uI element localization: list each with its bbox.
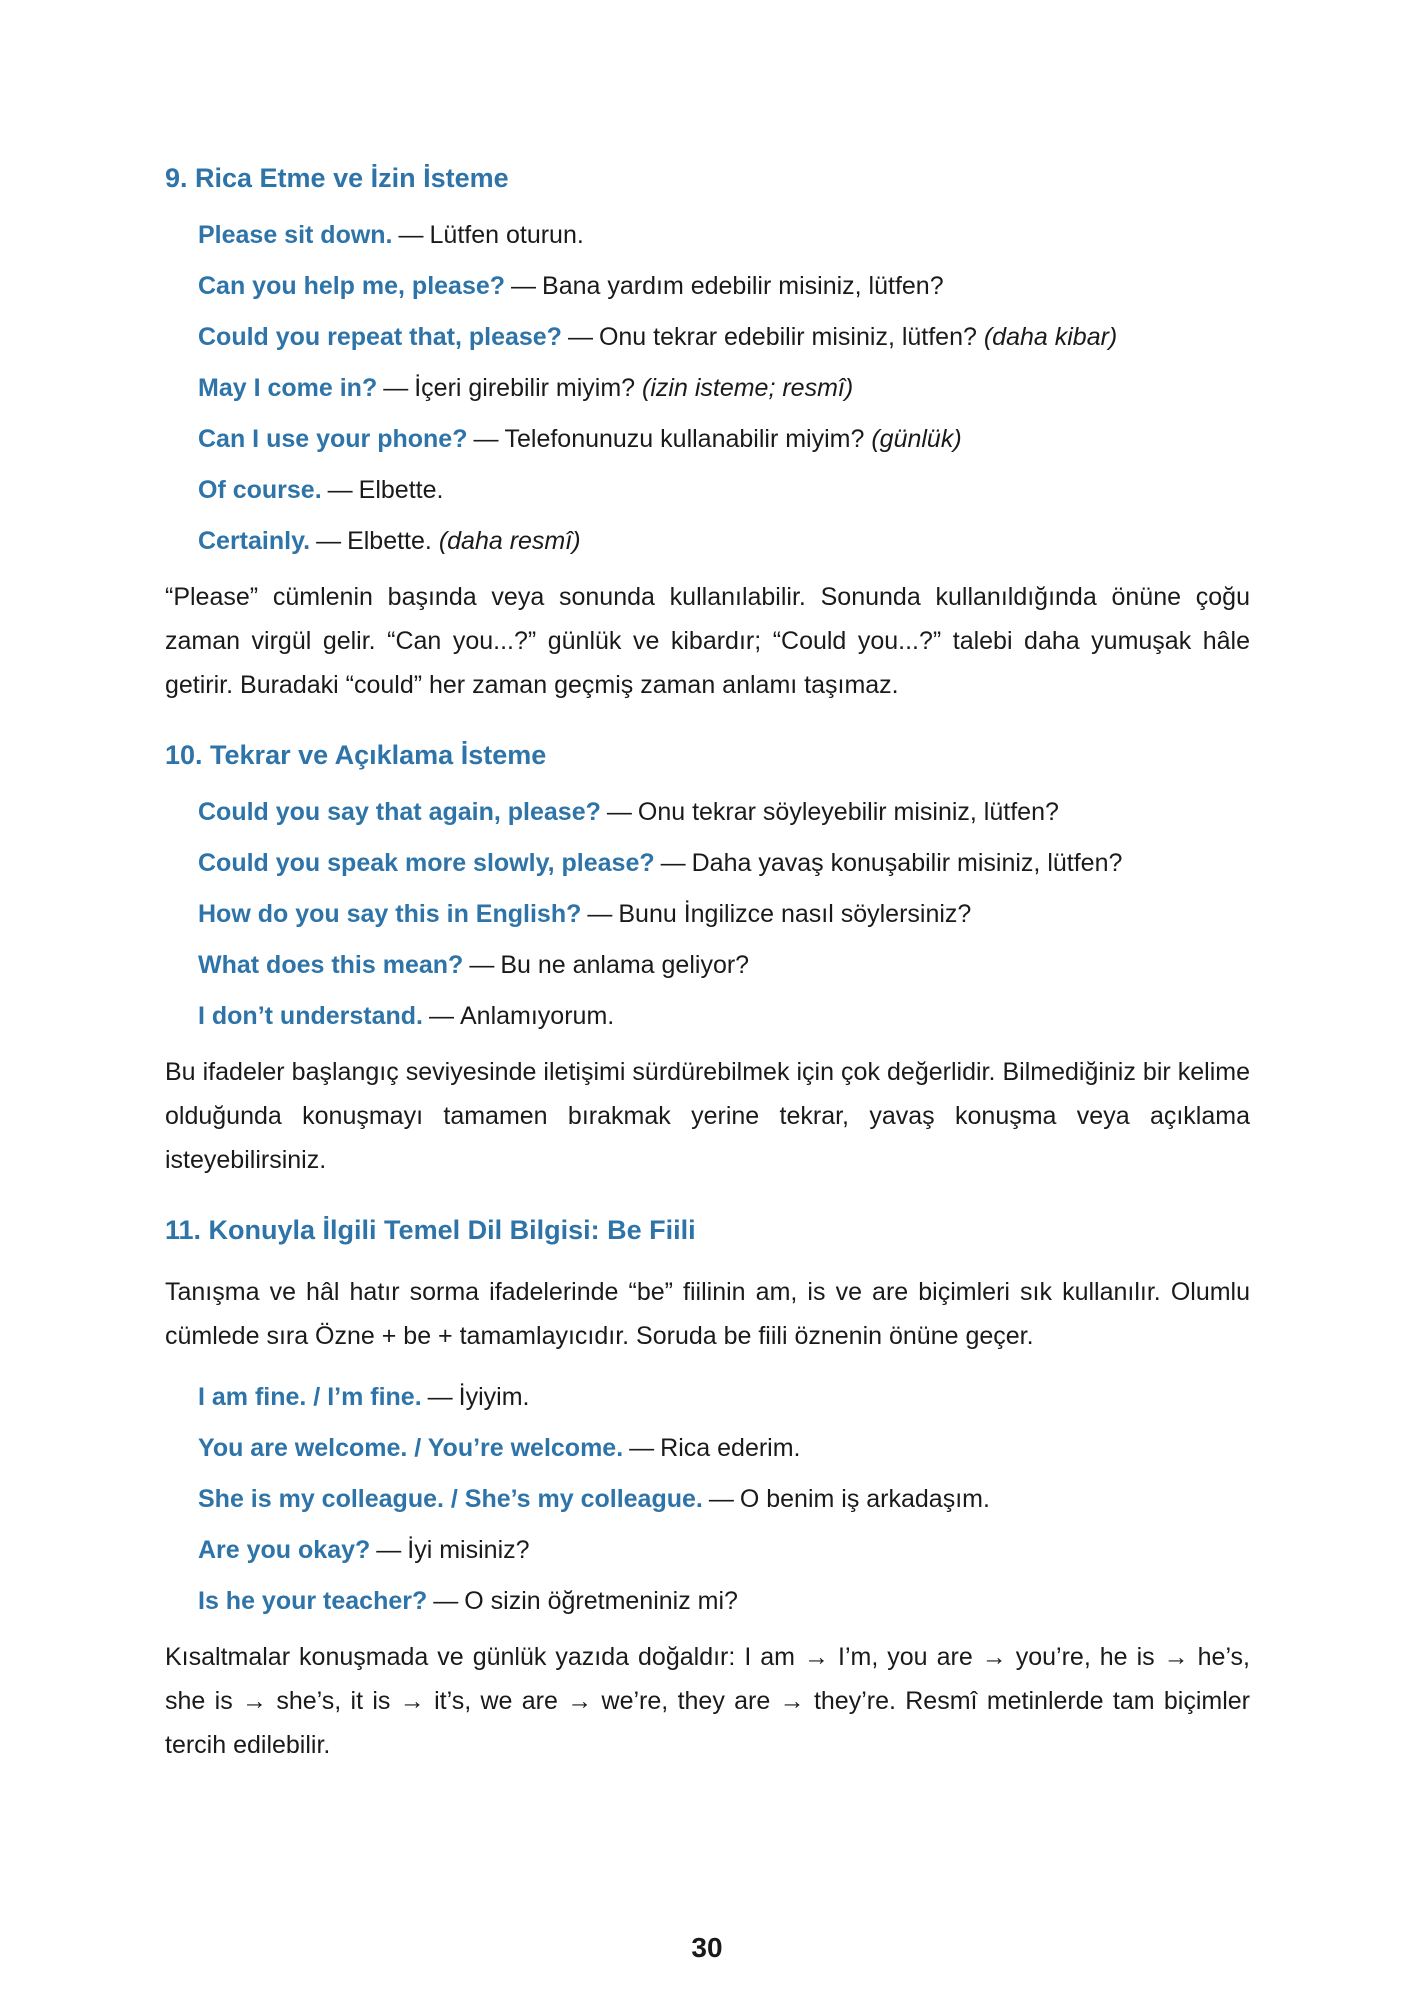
example-item: You are welcome. / You’re welcome. — Rica ederim. (198, 1434, 801, 1462)
english-phrase: What does this mean? (198, 951, 464, 979)
english-phrase: Can you help me, please? (198, 272, 506, 300)
turkish-translation: Rica ederim. (660, 1434, 801, 1462)
english-phrase: I don’t understand. (198, 1002, 423, 1030)
english-phrase: You are welcome. / You’re welcome. (198, 1434, 624, 1462)
english-phrase: May I come in? (198, 374, 378, 402)
turkish-translation: Telefonunuzu kullanabilir miyim? (504, 425, 865, 453)
english-phrase: Is he your teacher? (198, 1587, 428, 1615)
turkish-translation: İçeri girebilir miyim? (414, 374, 636, 402)
example-item: Could you repeat that, please? — Onu tekrar edebilir misiniz, lütfen? (daha kibar) (198, 323, 1118, 351)
example-item: Certainly. — Elbette. (daha resmî) (198, 527, 581, 555)
turkish-translation: Elbette. (358, 476, 444, 504)
turkish-translation: İyiyim. (458, 1383, 530, 1411)
english-phrase: Please sit down. (198, 221, 393, 249)
english-phrase: Could you speak more slowly, please? (198, 849, 655, 877)
example-item: How do you say this in English? — Bunu İngilizce nasıl söylersiniz? (198, 900, 972, 928)
example-item: Of course. — Elbette. (198, 476, 444, 504)
example-item: Please sit down. — Lütfen oturun. (198, 221, 584, 249)
english-phrase: Could you repeat that, please? (198, 323, 562, 351)
section-9 (165, 160, 1250, 707)
turkish-translation: O sizin öğretmeniniz mi? (464, 1587, 738, 1615)
example-list (198, 1380, 1250, 1618)
usage-note: (daha resmî) (438, 527, 581, 555)
explanation-paragraph: Bu ifadeler başlangıç seviyesinde iletişimi sürdürebilmek için çok değerlidir. Bilmediğiniz bir kelime olduğunda konuşmayı tamamen bırakmak yerine tekrar, yavaş konuşma veya açıklama isteyebilirsiniz. (165, 1058, 1250, 1174)
turkish-translation: Anlamıyorum. (460, 1002, 615, 1030)
section-title: 9. Rica Etme ve İzin İsteme (165, 163, 509, 193)
turkish-translation: Bana yardım edebilir misiniz, lütfen? (542, 272, 944, 300)
example-list (198, 218, 1250, 558)
example-item: I am fine. / I’m fine. — İyiyim. (198, 1383, 530, 1411)
turkish-translation: Daha yavaş konuşabilir misiniz, lütfen? (691, 849, 1123, 877)
section-11 (165, 1212, 1250, 1767)
usage-note: (izin isteme; resmî) (642, 374, 854, 402)
example-item: Is he your teacher? — O sizin öğretmeniniz mi? (198, 1587, 738, 1615)
english-phrase: Could you say that again, please? (198, 798, 601, 826)
example-item: Can you help me, please? — Bana yardım edebilir misiniz, lütfen? (198, 272, 944, 300)
page-content (165, 160, 1250, 1797)
example-item: She is my colleague. / She’s my colleague. — O benim iş arkadaşım. (198, 1485, 990, 1513)
usage-note: (daha kibar) (983, 323, 1118, 351)
english-phrase: Can I use your phone? (198, 425, 468, 453)
turkish-translation: Bunu İngilizce nasıl söylersiniz? (618, 900, 972, 928)
turkish-translation: Onu tekrar edebilir misiniz, lütfen? (598, 323, 977, 351)
example-item: I don’t understand. — Anlamıyorum. (198, 1002, 615, 1030)
english-phrase: Are you okay? (198, 1536, 371, 1564)
turkish-translation: İyi misiniz? (407, 1536, 530, 1564)
turkish-translation: Onu tekrar söyleyebilir misiniz, lütfen? (637, 798, 1059, 826)
turkish-translation: Elbette. (347, 527, 432, 555)
section-10 (165, 737, 1250, 1182)
usage-note: (günlük) (871, 425, 962, 453)
section-title: 10. Tekrar ve Açıklama İsteme (165, 740, 547, 770)
section-title: 11. Konuyla İlgili Temel Dil Bilgisi: Be Fiili (165, 1215, 696, 1245)
page-number: 30 (691, 1932, 723, 1963)
turkish-translation: O benim iş arkadaşım. (739, 1485, 990, 1513)
example-list (198, 795, 1250, 1033)
explanation-paragraph: Kısaltmalar konuşmada ve günlük yazıda doğaldır: I am → I’m, you are → you’re, he is → he’s, she is → she’s, it is → it’s, we are → we’re, they are → they’re. Resmî metinlerde tam biçimler tercih edilebilir. (165, 1643, 1250, 1759)
english-phrase: She is my colleague. / She’s my colleague. (198, 1485, 703, 1513)
turkish-translation: Lütfen oturun. (429, 221, 584, 249)
english-phrase: Certainly. (198, 527, 311, 555)
english-phrase: How do you say this in English? (198, 900, 582, 928)
example-item: Are you okay? — İyi misiniz? (198, 1536, 530, 1564)
turkish-translation: Bu ne anlama geliyor? (500, 951, 750, 979)
example-item: What does this mean? — Bu ne anlama geliyor? (198, 951, 750, 979)
example-item: May I come in? — İçeri girebilir miyim? (izin isteme; resmî) (198, 374, 854, 402)
example-item: Could you say that again, please? — Onu tekrar söyleyebilir misiniz, lütfen? (198, 798, 1059, 826)
intro-paragraph: Tanışma ve hâl hatır sorma ifadelerinde “be” fiilinin am, is ve are biçimleri sık kullanılır. Olumlu cümlede sıra Özne + be + tamamlayıcıdır. Soruda be fiili öznenin önüne geçer. (165, 1278, 1250, 1350)
english-phrase: Of course. (198, 476, 322, 504)
example-item: Could you speak more slowly, please? — Daha yavaş konuşabilir misiniz, lütfen? (198, 849, 1123, 877)
english-phrase: I am fine. / I’m fine. (198, 1383, 422, 1411)
explanation-paragraph: “Please” cümlenin başında veya sonunda kullanılabilir. Sonunda kullanıldığında önüne çoğu zaman virgül gelir. “Can you...?” günlük ve kibardır; “Could you...?” talebi daha yumuşak hâle getirir. Buradaki “could” her zaman geçmiş zaman anlamı taşımaz. (165, 583, 1250, 699)
example-item: Can I use your phone? — Telefonunuzu kullanabilir miyim? (günlük) (198, 425, 962, 453)
